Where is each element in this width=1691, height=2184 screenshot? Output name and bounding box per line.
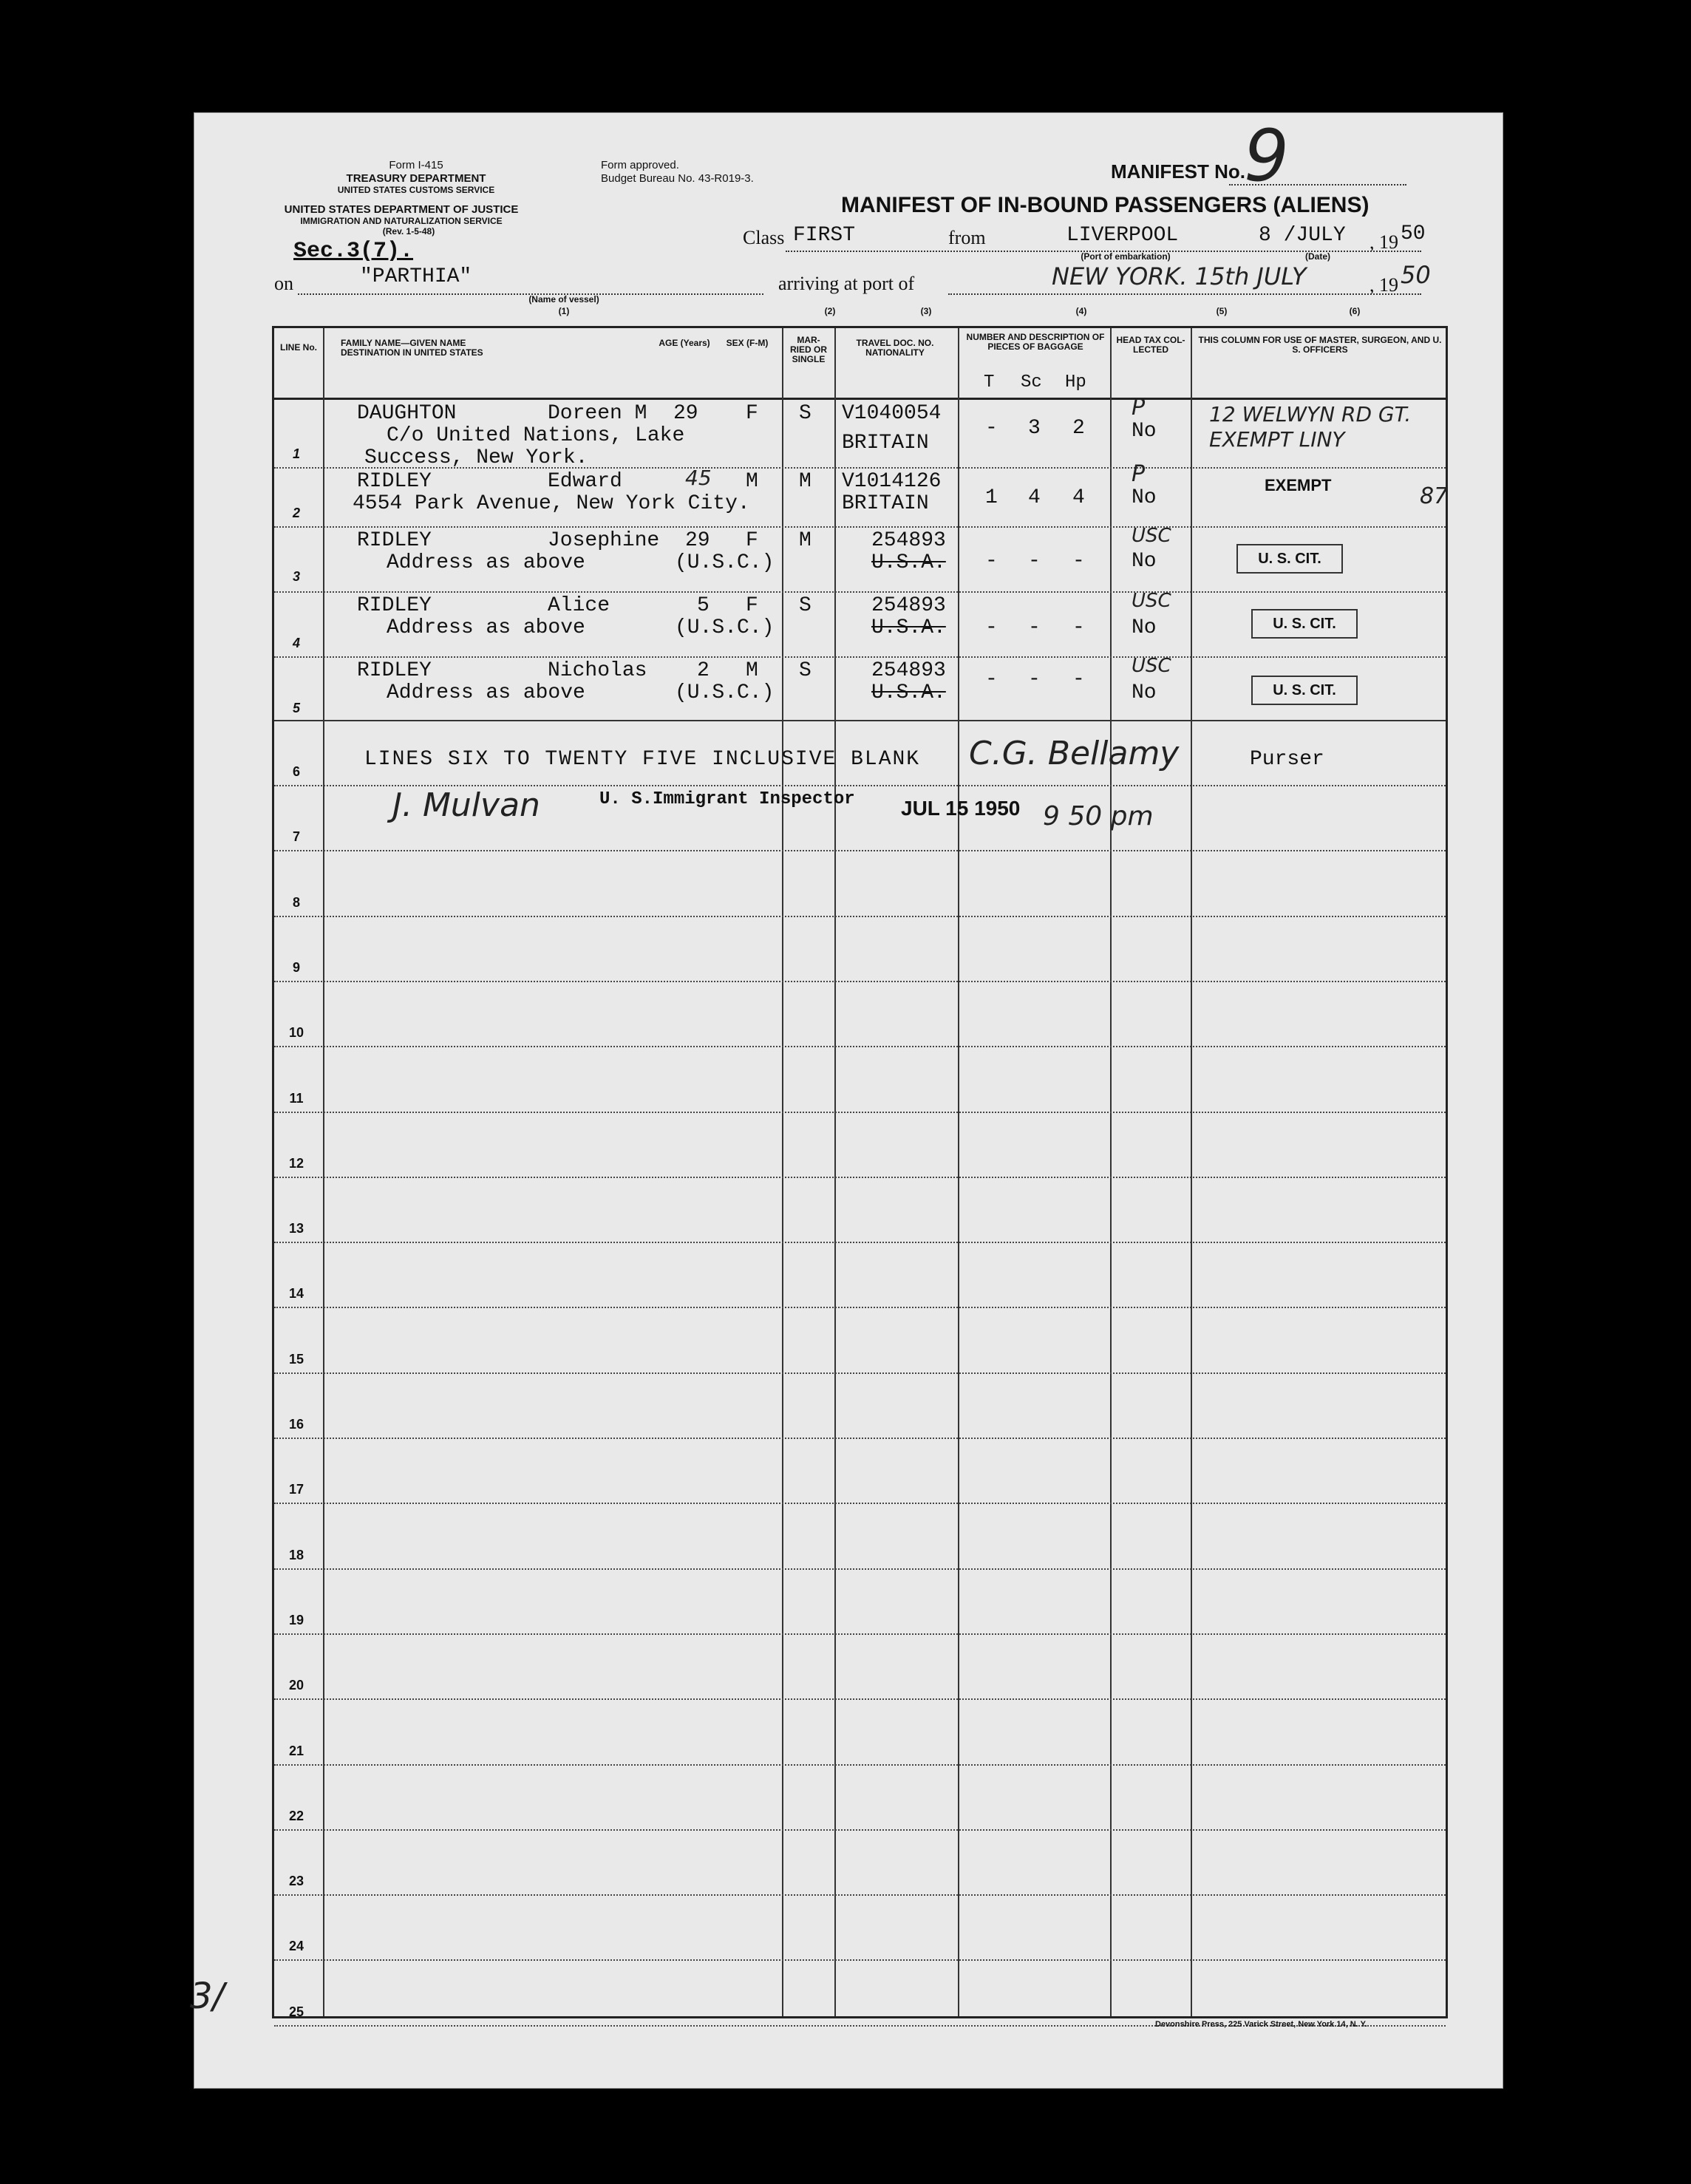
row5-tax: No	[1132, 681, 1157, 704]
row2-note2: 87	[1420, 483, 1449, 509]
row-line	[274, 1438, 1446, 1439]
on-label: on	[274, 273, 293, 294]
arrival-year-prefix: , 19	[1370, 274, 1398, 296]
arrival-port: NEW YORK. 15th JULY	[1052, 262, 1307, 290]
year-value: 50	[1401, 222, 1426, 245]
margin-note: 3/	[190, 1976, 225, 2017]
arriving-label: arriving at port of	[778, 273, 915, 294]
row1-ms: S	[799, 402, 812, 425]
line-number: 11	[289, 1090, 304, 1106]
row1-t: -	[985, 417, 998, 440]
header-married: MAR-RIED OR SINGLE	[789, 335, 827, 364]
row-line	[274, 1372, 1446, 1374]
header-headtax: HEAD TAX COL-LECTED	[1116, 335, 1185, 355]
date-stamp: JUL 15 1950	[901, 797, 1021, 820]
line-number: 21	[288, 1743, 304, 1758]
row2-hp: 4	[1072, 486, 1085, 509]
row3-sc: -	[1028, 550, 1041, 573]
row4-t: -	[985, 616, 998, 639]
row1-given: Doreen M	[548, 402, 647, 425]
row-line	[274, 1698, 1446, 1700]
purser-label: Purser	[1250, 748, 1324, 771]
class-label: Class	[743, 227, 785, 248]
line-number: 9	[292, 959, 300, 975]
row5-hp: -	[1072, 668, 1085, 691]
inspector-label: U. S.Immigrant Inspector	[599, 789, 855, 809]
row2-sex: M	[746, 470, 758, 493]
line-number: 13	[288, 1221, 304, 1236]
manifest-underline	[1229, 184, 1406, 186]
bag-sub-sc: Sc	[1021, 372, 1042, 392]
row-line	[274, 591, 1446, 593]
col-divider	[1110, 328, 1112, 2016]
row-line	[274, 1046, 1446, 1047]
date-value: 8 /JULY	[1259, 224, 1346, 247]
row5-stamp: U. S. CIT.	[1251, 676, 1358, 705]
vessel-name: "PARTHIA"	[360, 265, 472, 288]
header-sex: SEX (F-M)	[726, 338, 769, 348]
row3-doc: 254893	[871, 529, 946, 552]
dept-justice-sub: IMMIGRATION AND NATURALIZATION SERVICE	[300, 216, 503, 226]
row1-dest2: Success, New York.	[364, 446, 588, 469]
row3-t: -	[985, 550, 998, 573]
row-line	[274, 850, 1446, 851]
header-baggage: NUMBER AND DESCRIPTION OF PIECES OF BAGGAGE	[966, 332, 1105, 352]
row1-age: 29	[673, 402, 698, 425]
row2-tax-p: P	[1132, 461, 1146, 487]
date-label: (Date)	[1304, 251, 1330, 262]
row1-hp: 2	[1072, 417, 1085, 440]
row2-name: RIDLEY	[357, 470, 432, 493]
row3-tax: No	[1132, 550, 1157, 573]
line-number: 15	[288, 1351, 304, 1367]
col-num-1: (1)	[558, 306, 570, 316]
col-num-3: (3)	[920, 306, 932, 316]
row2-t: 1	[985, 486, 998, 509]
row-line	[274, 1242, 1446, 1243]
row1-tax-p: P	[1132, 395, 1146, 421]
line-number: 14	[288, 1286, 304, 1302]
row3-given: Josephine	[548, 529, 660, 552]
row2-ms: M	[799, 470, 812, 493]
header-travel: TRAVEL DOC. NO. NATIONALITY	[856, 338, 934, 358]
row-line	[274, 526, 1446, 528]
row-line	[274, 1829, 1446, 1831]
manifest-table	[272, 326, 1448, 2018]
header-line-no: LINE No.	[280, 342, 317, 353]
row5-dest1: Address as above	[387, 681, 585, 704]
row5-age: 2	[697, 659, 710, 682]
row4-dest1: Address as above	[387, 616, 585, 639]
row5-name: RIDLEY	[357, 659, 432, 682]
manifest-number: 9	[1244, 115, 1290, 197]
row1-tax: No	[1132, 420, 1157, 443]
arrival-time: 9 50 pm	[1043, 801, 1154, 831]
line-number: 24	[288, 1939, 304, 1954]
row-line	[274, 1568, 1446, 1570]
header-divider	[274, 398, 1446, 400]
row2-age: 45	[685, 466, 712, 490]
row1-note: 12 WELWYN RD GT. EXEMPT LINY	[1209, 402, 1412, 452]
budget-bureau: Budget Bureau No. 43-R019-3.	[601, 172, 754, 185]
line-number: 16	[288, 1417, 304, 1432]
row-line	[274, 916, 1446, 917]
revision: (Rev. 1-5-48)	[382, 226, 435, 237]
printer-imprint: Devonshire Press, 225 Varick Street, New York 14, N. Y.	[1155, 2020, 1367, 2029]
row4-name: RIDLEY	[357, 594, 432, 617]
bag-sub-hp: Hp	[1065, 372, 1086, 392]
row3-sex: F	[746, 529, 758, 552]
line-number: 22	[288, 1808, 304, 1823]
row1-nat: BRITAIN	[842, 432, 929, 455]
manifest-label: MANIFEST No.	[1111, 160, 1245, 183]
row1-sc: 3	[1028, 417, 1041, 440]
blank-lines-note: LINES SIX TO TWENTY FIVE INCLUSIVE BLANK	[364, 748, 921, 771]
dept-treasury: TREASURY DEPARTMENT	[346, 172, 486, 185]
line-number: 6	[292, 764, 300, 779]
row5-given: Nicholas	[548, 659, 647, 682]
form-approved: Form approved.	[601, 159, 679, 171]
row4-tax-p: USC	[1132, 590, 1171, 612]
row3-tax-p: USC	[1132, 525, 1171, 547]
row4-sc: -	[1028, 616, 1041, 639]
line-number: 17	[288, 1482, 304, 1497]
row5-tax-p: USC	[1132, 655, 1171, 677]
row2-tax: No	[1132, 486, 1157, 509]
row3-nat: U.S.A.	[871, 551, 946, 574]
row5-sex: M	[746, 659, 758, 682]
line-number: 23	[288, 1874, 304, 1889]
row2-sc: 4	[1028, 486, 1041, 509]
line-number: 2	[292, 506, 300, 520]
row-line	[274, 1503, 1446, 1504]
row4-doc: 254893	[871, 594, 946, 617]
col-num-6: (6)	[1349, 306, 1361, 316]
row5-ms: S	[799, 659, 812, 682]
row1-sex: F	[746, 402, 758, 425]
manifest-title: MANIFEST OF IN-BOUND PASSENGERS (ALIENS)	[841, 193, 1370, 217]
row-line	[274, 1959, 1446, 1961]
row3-stamp: U. S. CIT.	[1236, 544, 1343, 574]
row4-sex: F	[746, 594, 758, 617]
line-number: 18	[288, 1547, 304, 1562]
row3-dest1: Address as above	[387, 551, 585, 574]
from-value: LIVERPOOL	[1066, 224, 1179, 247]
col-divider	[323, 328, 324, 2016]
row-line	[274, 1633, 1446, 1635]
row5-t: -	[985, 668, 998, 691]
row1-name: DAUGHTON	[357, 402, 457, 425]
row-line	[274, 467, 1446, 469]
row4-age: 5	[697, 594, 710, 617]
vessel-label: (Name of vessel)	[528, 294, 599, 305]
row-line	[274, 1307, 1446, 1308]
row4-tax: No	[1132, 616, 1157, 639]
col-num-4: (4)	[1075, 306, 1087, 316]
dept-justice: UNITED STATES DEPARTMENT OF JUSTICE	[284, 203, 519, 216]
form-id: Form I-415	[389, 159, 443, 171]
manifest-page	[190, 112, 1503, 2089]
row5-usc: (U.S.C.)	[675, 681, 775, 704]
class-value: FIRST	[793, 224, 856, 247]
line-number: 7	[292, 829, 300, 845]
line-number: 20	[288, 1678, 304, 1693]
row3-name: RIDLEY	[357, 529, 432, 552]
row-line	[274, 1177, 1446, 1178]
line-number: 10	[288, 1025, 304, 1041]
row3-ms: M	[799, 529, 812, 552]
arrival-year: 50	[1401, 261, 1431, 289]
inspector-signature: J. Mulvan	[392, 786, 540, 824]
arrival-underline	[948, 293, 1421, 295]
line-number: 19	[288, 1612, 304, 1627]
col-divider	[1191, 328, 1192, 2016]
header-age: AGE (Years)	[659, 338, 710, 348]
row2-dest1: 4554 Park Avenue, New York City.	[353, 492, 750, 515]
row5-sc: -	[1028, 668, 1041, 691]
bag-sub-t: T	[984, 372, 995, 392]
row-line	[274, 1764, 1446, 1766]
line-number: 4	[292, 636, 300, 650]
port-embark-label: (Port of embarkation)	[1081, 251, 1171, 262]
dept-treasury-sub: UNITED STATES CUSTOMS SERVICE	[337, 185, 495, 195]
row3-usc: (U.S.C.)	[675, 551, 775, 574]
line-number: 25	[288, 2004, 304, 2019]
header-name: FAMILY NAME—GIVEN NAME DESTINATION IN UNITED STATES	[341, 338, 483, 358]
line-number: 5	[292, 701, 300, 715]
from-label: from	[948, 227, 986, 248]
line-number: 1	[292, 446, 300, 461]
row3-age: 29	[685, 529, 710, 552]
col-divider	[834, 328, 836, 2016]
row-line	[274, 1894, 1446, 1896]
row2-nat: BRITAIN	[842, 492, 929, 515]
row4-given: Alice	[548, 594, 610, 617]
row2-doc: V1014126	[842, 470, 942, 493]
row-line	[274, 656, 1446, 658]
row4-ms: S	[799, 594, 812, 617]
row4-usc: (U.S.C.)	[675, 616, 775, 639]
row-line	[274, 1112, 1446, 1113]
row5-doc: 254893	[871, 659, 946, 682]
line-number: 3	[292, 569, 300, 584]
line-number: 8	[292, 894, 300, 910]
col-divider	[958, 328, 959, 2016]
row4-hp: -	[1072, 616, 1085, 639]
header-officers: THIS COLUMN FOR USE OF MASTER, SURGEON, AND U. S. OFFICERS	[1198, 335, 1442, 355]
year-prefix: , 19	[1370, 231, 1398, 253]
col-divider	[782, 328, 783, 2016]
row4-nat: U.S.A.	[871, 616, 946, 639]
row2-given: Edward	[548, 470, 622, 493]
line-number: 12	[288, 1155, 304, 1171]
row-line	[274, 720, 1446, 721]
row4-stamp: U. S. CIT.	[1251, 609, 1358, 639]
col-num-5: (5)	[1216, 306, 1228, 316]
row1-dest1: C/o United Nations, Lake	[387, 424, 685, 447]
row5-nat: U.S.A.	[871, 681, 946, 704]
purser-signature: C.G. Bellamy	[969, 735, 1180, 772]
section: Sec.3(7).	[293, 239, 414, 264]
row3-hp: -	[1072, 550, 1085, 573]
row1-doc: V1040054	[842, 402, 942, 425]
row-line	[274, 981, 1446, 982]
row2-note: EXEMPT	[1265, 476, 1332, 494]
col-num-2: (2)	[824, 306, 836, 316]
